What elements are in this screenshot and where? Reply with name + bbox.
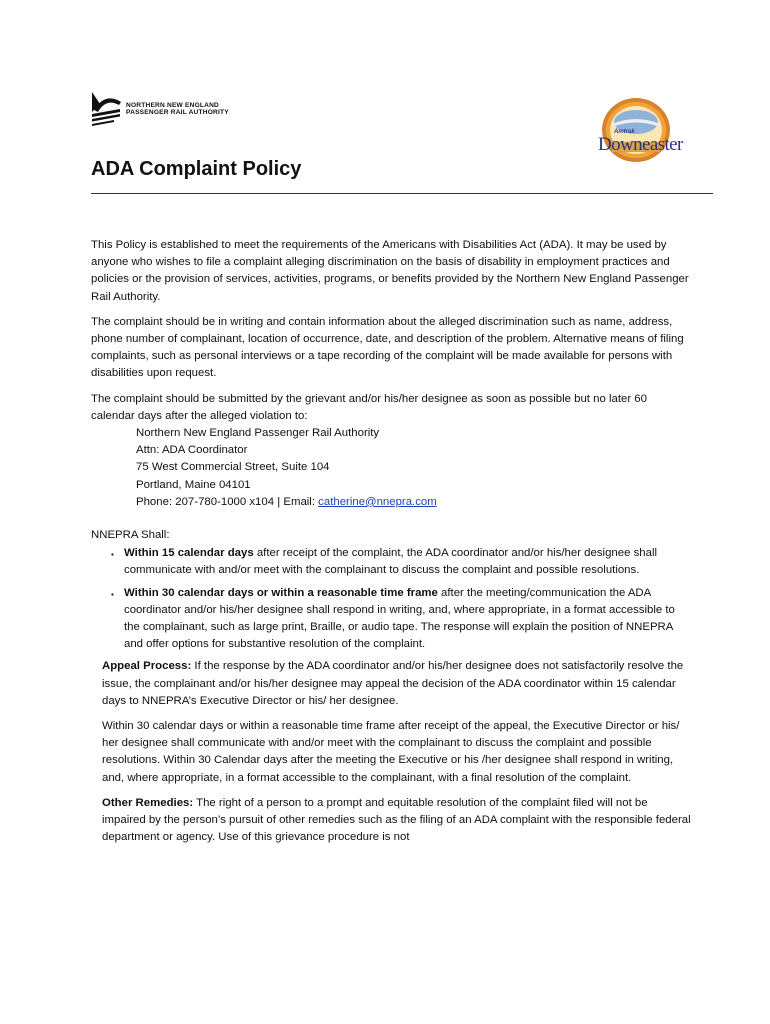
downeaster-logo <box>592 96 683 172</box>
paragraph-appeal <box>91 658 691 710</box>
email-link[interactable]: catherine@nnepra.com <box>318 495 437 508</box>
page-title: ADA Complaint Policy <box>91 158 302 180</box>
paragraph-submission: The complaint should be submitted by the grievant and/or his/her designee as soon as possible but no later 60 calendar days after the alleged violation to: <box>91 392 647 422</box>
address-block <box>136 425 691 511</box>
paragraph-executive-response: Within 30 calendar days or within a reasonable time frame after receipt of the appeal, the Executive Director or his/ her designee shall communicate with and/or meet with the complainant to discuss the complaint and possible resolutions. Within 30 Calendar days after the meeting the Executive or his /her designee shall respond in writing, and, where appropriate, in a format accessible to the complainant, with a final resolution of the complaint. <box>102 720 680 784</box>
remedies-text: The right of a person to a prompt and equitable resolution of the complaint filed will not be impaired by the person’s pursuit of other remedies such as the filing of an ADA complaint with the responsible federal department or agency. Use of this grievance procedure is not <box>102 796 691 844</box>
list-item <box>111 545 691 579</box>
document-body <box>91 237 691 855</box>
address-line1: Northern New England Passenger Rail Authority <box>136 427 380 440</box>
bullet-icon: ▪ <box>111 550 114 560</box>
address-contact <box>136 494 691 511</box>
list-item <box>111 585 691 654</box>
address-line3: 75 West Commercial Street, Suite 104 <box>136 461 330 474</box>
item-text: after receipt of the complaint, the ADA coordinator and/or his/her designee shall communicate with and/or meet with the complainant to discuss the complaint and possible resolutions. <box>124 547 658 577</box>
paragraph-other-remedies <box>91 795 691 847</box>
address-line4: Portland, Maine 04101 <box>136 478 251 491</box>
appeal-label: Appeal Process: <box>102 660 192 673</box>
shall-heading: NNEPRA Shall: <box>91 529 170 542</box>
remedies-label: Other Remedies: <box>102 796 194 809</box>
item-text: after the meeting/communication the ADA coordinator and/or his/her designee shall respond in writing, and, where appropriate, in a format accessible to the complainant, such as large print, Braille, or audio tape. The response will explain the position of NNEPRA and offer options for substantive resolution of the complaint. <box>124 586 675 651</box>
appeal-text: If the response by the ADA coordinator and/or his/her designee does not satisfactorily resolve the issue, the complainant and/or his/her designee may appeal the decision of the ADA coordinator within 15 calendar days to NNEPRA’s Executive Director or his/ her designee. <box>102 660 684 707</box>
address-line2: Attn: ADA Coordinator <box>136 444 248 457</box>
logo-downeaster-text: Downeaster <box>598 134 683 155</box>
logo-org-line1: NORTHERN NEW ENGLAND <box>126 102 220 109</box>
title-divider <box>91 193 713 194</box>
logo-org-line2: PASSENGER RAIL AUTHORITY <box>126 109 229 116</box>
phone-text: Phone: 207-780-1000 x104 | Email: <box>136 495 319 508</box>
rail-emblem-icon <box>88 90 122 128</box>
shall-list <box>91 545 691 653</box>
bullet-icon: ▪ <box>111 589 114 599</box>
paragraph-purpose: This Policy is established to meet the requirements of the Americans with Disabilities Act (ADA). It may be used by anyone who wishes to file a complaint alleging discrimination on the basis of disability in employment practices and policies or the provision of services, activities, programs, or benefits provided by the Northern New England Passenger Rail Authority. <box>91 239 689 303</box>
paragraph-content-requirements: The complaint should be in writing and contain information about the alleged discrimination such as name, address, phone number of complainant, location of occurrence, date, and description of the problem. Alternative means of filing complaints, such as personal interviews or a tape recording of the complaint will be made available for persons with disabilities upon request. <box>91 315 684 380</box>
logo-amtrak-text: Amtrak <box>614 129 635 135</box>
item-bold-lead: Within 15 calendar days <box>124 547 254 560</box>
nnepra-logo <box>88 90 229 128</box>
item-bold-lead: Within 30 calendar days or within a reasonable time frame <box>124 586 438 599</box>
